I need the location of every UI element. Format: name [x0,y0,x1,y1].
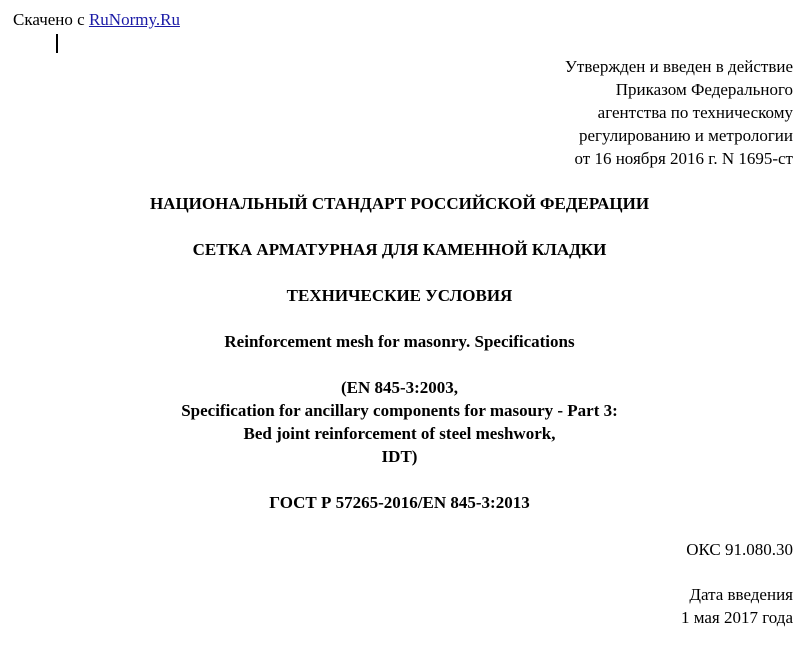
spec-title [0,284,799,307]
product-title-text: СЕТКА АРМАТУРНАЯ ДЛЯ КАМЕННОЙ КЛАДКИ [192,240,607,259]
product-title [0,238,799,261]
source-prefix: Скачено с [13,10,85,29]
source-link[interactable]: RuNormy.Ru [88,10,180,29]
oks-code: ОКС 91.080.30 [686,540,793,559]
national-standard-text: НАЦИОНАЛЬНЫЙ СТАНДАРТ РОССИЙСКОЙ ФЕДЕРАЦИИ [149,194,650,213]
national-standard-title [0,192,799,215]
gost-code [0,491,799,514]
approval-line: от 16 ноября 2016 г. N 1695-ст [574,149,793,168]
approval-line: регулированию и метрологии [578,126,793,145]
approval-line: Утвержден и введен в действие [564,57,793,76]
text-cursor [56,34,58,53]
original-standard-block [0,376,799,468]
original-standard-line: (EN 845-3:2003, [340,378,459,397]
spec-title-text: ТЕХНИЧЕСКИЕ УСЛОВИЯ [286,286,513,305]
original-standard-line: Bed joint reinforcement of steel meshwork, [243,424,556,443]
english-title-text: Reinforcement mesh for masonry. Specifications [224,332,575,351]
introduction-date-block [681,583,793,629]
approval-block [565,55,793,170]
approval-line: агентства по техническому [597,103,793,122]
approval-line: Приказом Федерального [615,80,793,99]
original-standard-line: IDT) [381,447,418,466]
introduction-label: Дата введения [689,585,793,604]
gost-code-text: ГОСТ Р 57265-2016/EN 845-3:2013 [269,493,530,512]
introduction-date: 1 мая 2017 года [680,608,793,627]
original-standard-line: Specification for ancillary components for masoury - Part 3: [181,401,618,420]
english-title [0,330,799,353]
source-line [13,9,180,31]
